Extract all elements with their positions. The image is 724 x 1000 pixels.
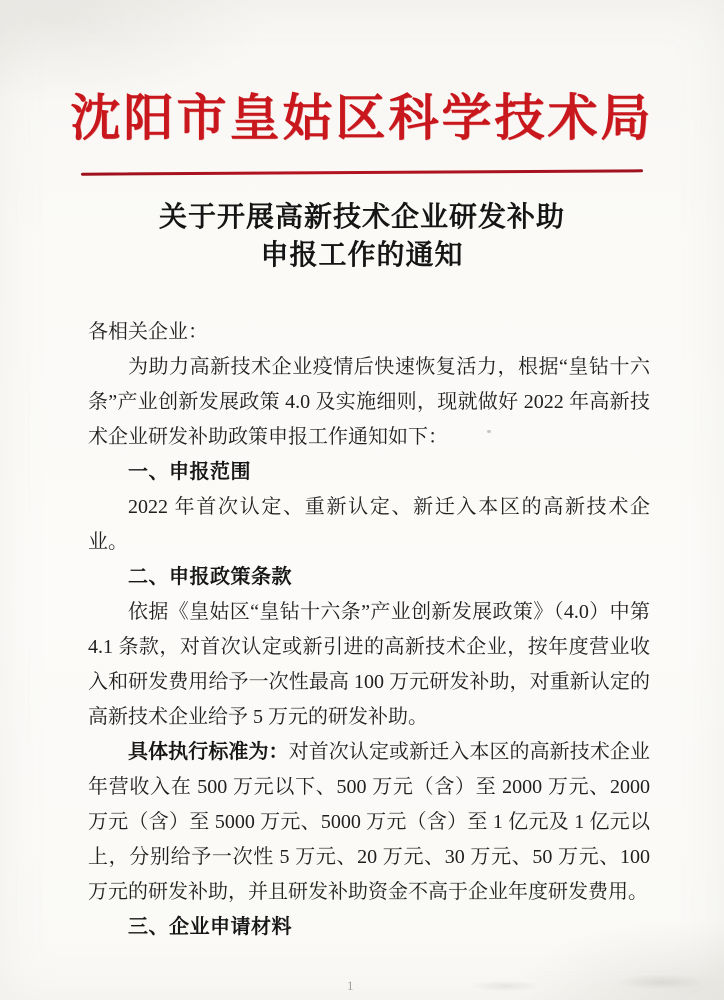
document-title-line2: 申报工作的通知	[260, 240, 464, 271]
standard-body: 对首次认定或新迁入本区的高新技术企业年营收入在 500 万元以下、500 万元（含）至 2000 万元、2000 万元（含）至 5000 万元、5000 万元（含）至 1 亿元及 1 亿元以上，分别给予一次性 5 万元、20 万元、30 万元、50 万元、100 万元的研发补助，并且研发补助资金不高于企业年度研发费用。	[88, 741, 651, 903]
agency-name: 沈阳市皇姑区科学技术局	[70, 90, 654, 146]
document-title	[0, 199, 724, 275]
salutation: 各相关企业：	[88, 321, 208, 343]
section1-heading: 一、申报范围	[128, 461, 251, 483]
scan-artifact-smudge	[616, 974, 706, 990]
section2-heading: 二、申报政策条款	[128, 566, 292, 588]
section2-body: 依据《皇姑区“皇钻十六条”产业创新发展政策》（4.0）中第 4.1 条款，对首次认定或新引进的高新技术企业，按年度营业收入和研发费用给予一次性最高 100 万元研发补助，对重新认定的高新技术企业给予 5 万元的研发补助。	[88, 601, 650, 728]
letterhead-rule	[81, 169, 643, 175]
scan-artifact-dot	[487, 430, 491, 433]
document-body	[88, 315, 650, 945]
letterhead	[0, 0, 724, 174]
section1-body: 2022 年首次认定、重新认定、新迁入本区的高新技术企业。	[88, 496, 650, 553]
section3-heading: 三、企业申请材料	[128, 916, 292, 938]
intro-paragraph: 为助力高新技术企业疫情后快速恢复活力，根据“皇钻十六条”产业创新发展政策 4.0 及实施细则，现就做好 2022 年高新技术企业研发补助政策申报工作通知如下：	[88, 356, 650, 448]
document-title-line1: 关于开展高新技术企业研发补助	[158, 202, 565, 233]
standard-lead: 具体执行标准为：	[128, 741, 289, 763]
scan-artifact-smudge	[470, 980, 540, 992]
standard-paragraph	[88, 735, 650, 910]
page-number: 1	[347, 978, 354, 993]
